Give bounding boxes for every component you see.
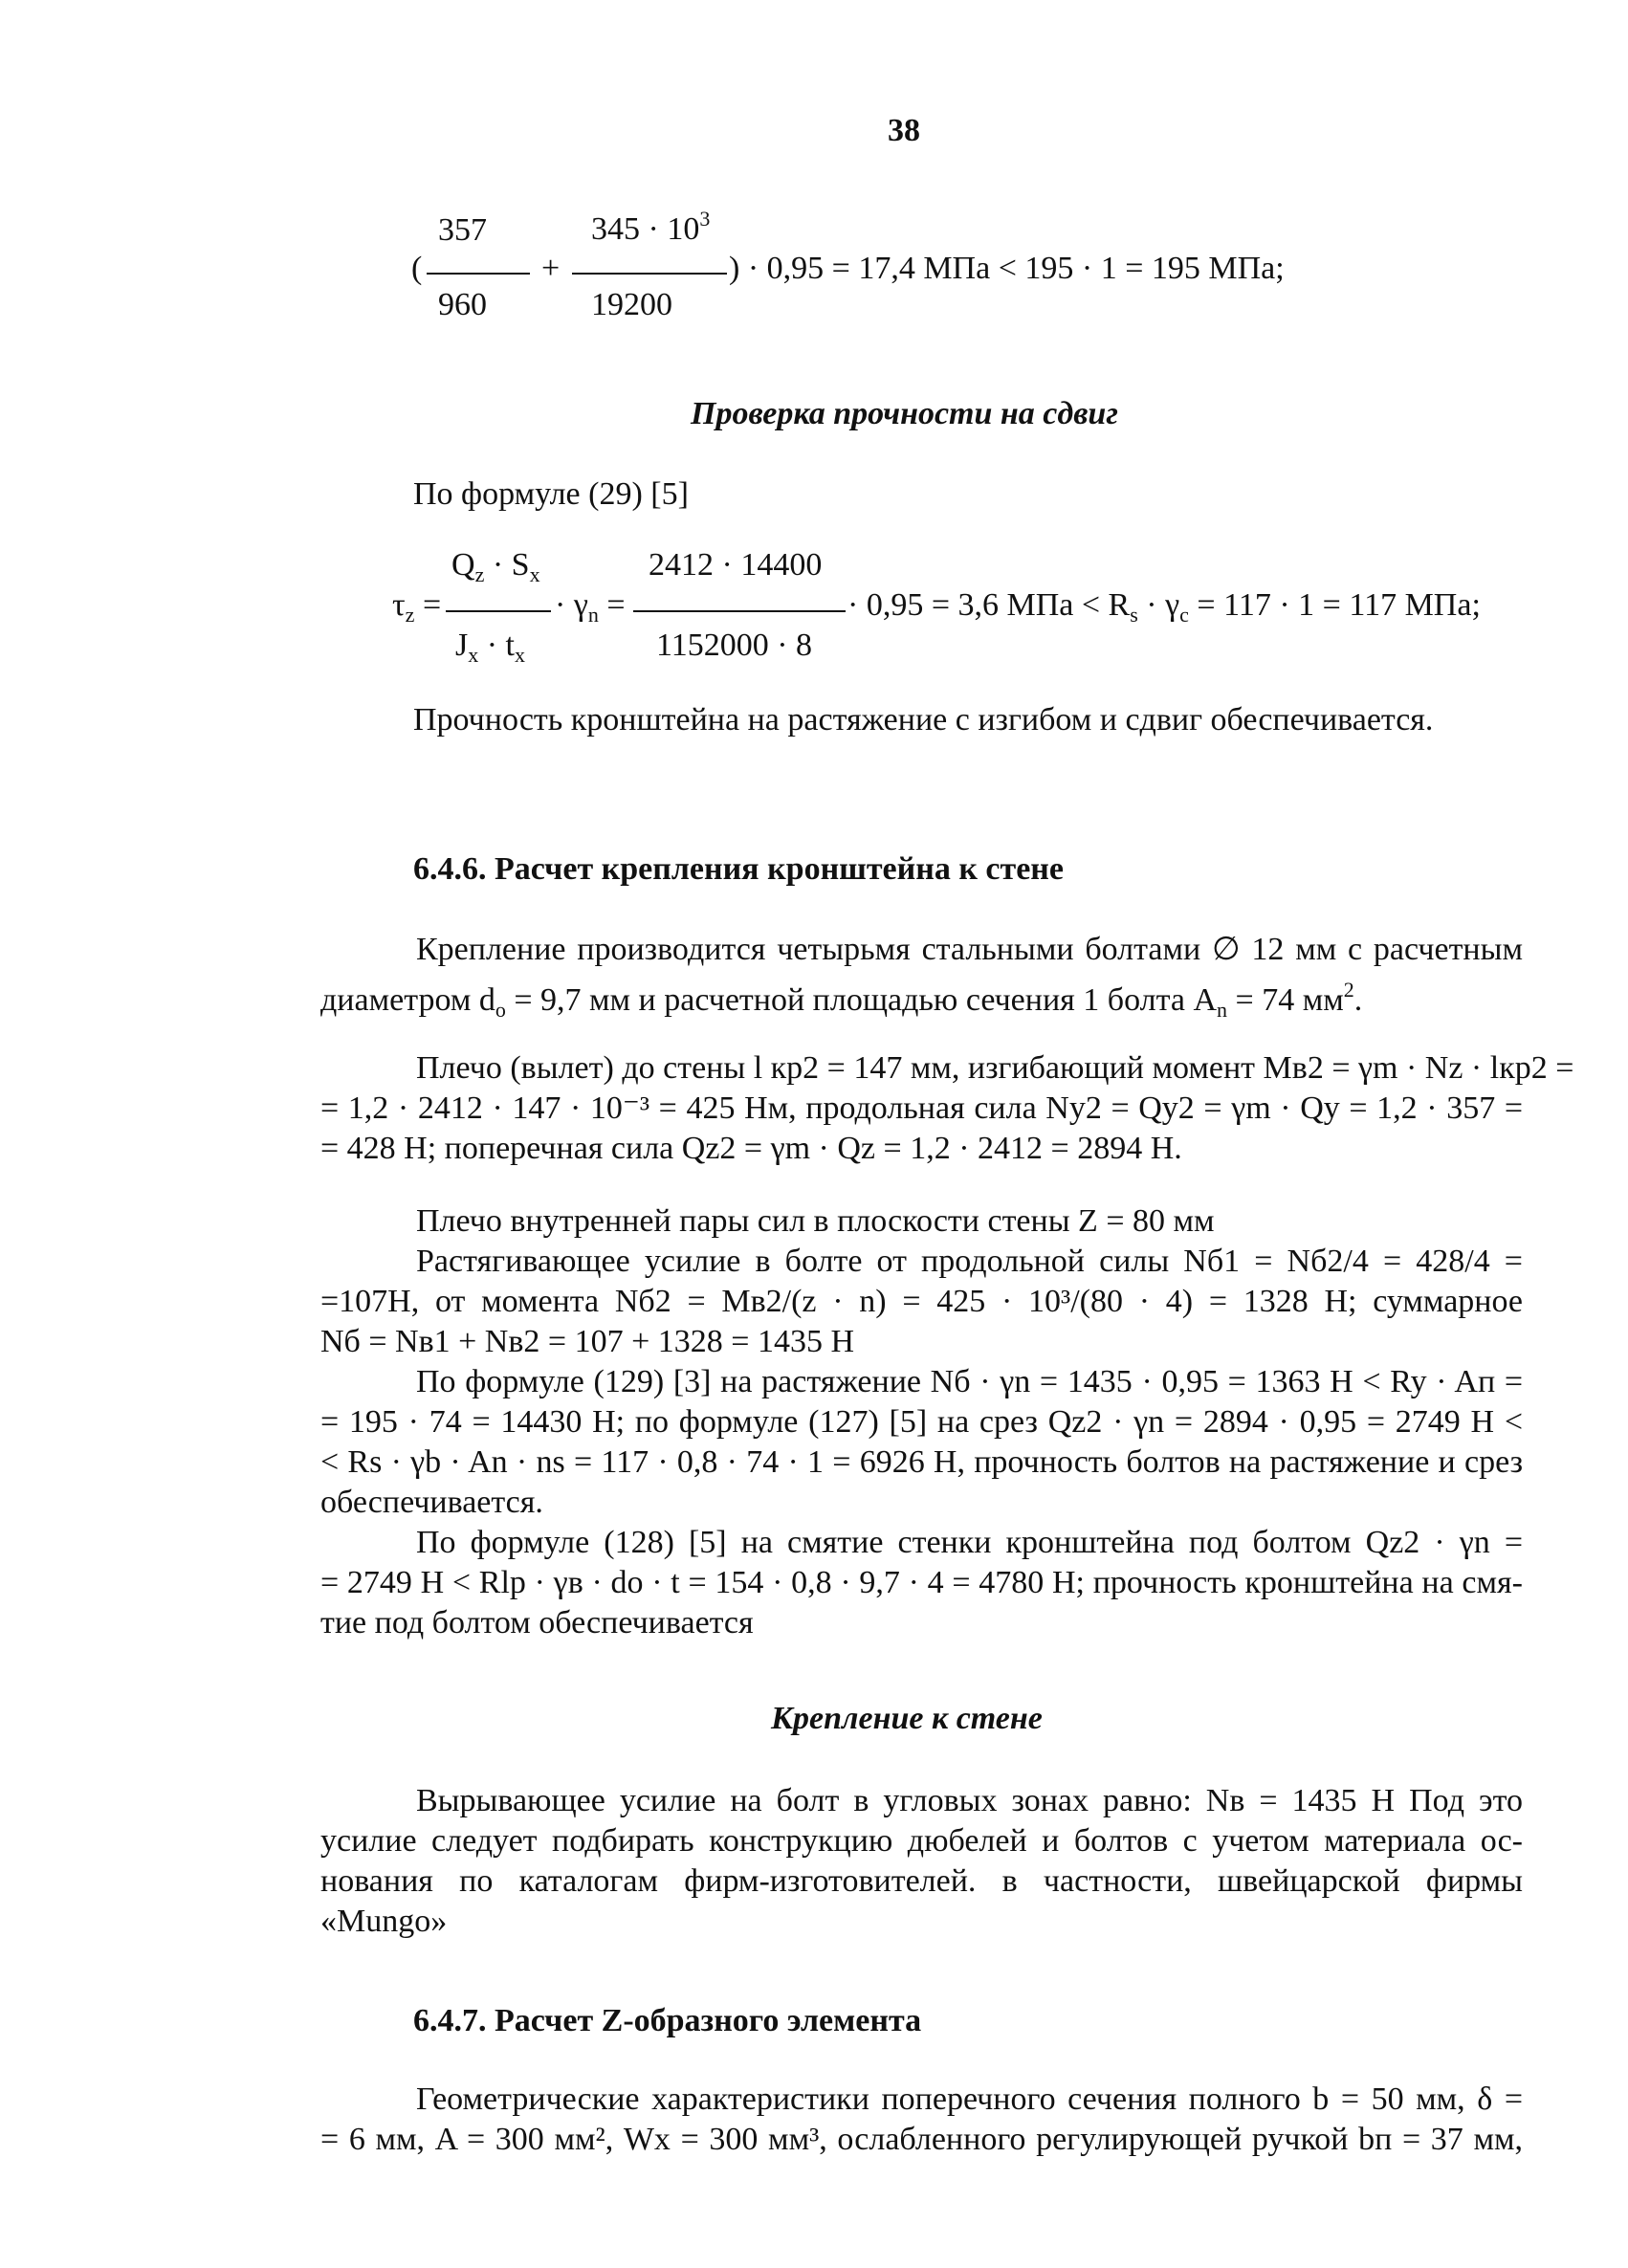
fraction4-denominator: 1152000 · 8 [656, 628, 813, 663]
formula1-plus: + [541, 251, 561, 286]
paragraph-line: Nб = Nв1 + Nв2 = 107 + 1328 = 1435 Н [320, 1324, 854, 1359]
paragraph-line: < Rs · γb · An · ns = 117 · 0,8 · 74 · 1 = 6926 Н, прочность болтов на растяжение и срез [320, 1444, 1523, 1480]
fraction3-numerator: $Q_z \cdot S_x$ [451, 547, 540, 586]
heading-wall-attachment: Крепление к стене [771, 1701, 1043, 1736]
formula-reference: По формуле (29) [5] [413, 476, 689, 512]
formula2-result: · 0,95 = 3,6 МПа < $R_s \cdot \gamma_c = 117 \cdot 1 = 117$ МПа; [847, 587, 1481, 627]
fraction2-denominator: 19200 [591, 287, 672, 322]
paragraph-line: По формуле (128) [5] на смятие стенки кронштейна под болтом Qz2 · γn = [416, 1525, 1523, 1560]
page-number: 38 [888, 113, 920, 148]
paragraph-bolt-forces [320, 1201, 1523, 1643]
formula1-result: ) · 0,95 = 17,4 МПа < 195 · 1 = 195 МПа; [729, 251, 1285, 286]
paragraph-line: тие под болтом обеспечивается [320, 1605, 754, 1640]
conclusion-strength: Прочность кронштейна на растяжение с изгибом и сдвиг обеспечивается. [413, 702, 1434, 738]
formula1-open-paren: ( [411, 251, 423, 286]
paragraph-line: = 428 Н; поперечная сила Qz2 = γm · Qz = 1,2 · 2412 = 2894 Н. [320, 1131, 1182, 1166]
paragraph-line: обеспечивается. [320, 1485, 543, 1520]
fraction1-bar [427, 273, 530, 275]
fraction3-denominator: $J_x \cdot t_x$ [455, 628, 526, 667]
paragraph-moment [320, 1048, 1574, 1169]
paragraph-line: = 195 · 74 = 14430 Н; по формуле (127) [5] на срез Qz2 · γn = 2894 · 0,95 = 2749 Н < [320, 1404, 1523, 1440]
paragraph-line: нования по каталогам фирм-изготовителей. в частности, швейцарской фирмы [320, 1863, 1523, 1899]
tau-symbol: $\tau_z$ = [392, 587, 442, 627]
paragraph-line: = 6 мм, A = 300 мм², Wx = 300 мм³, ослабленного регулирующей ручкой bп = 37 мм, [320, 2122, 1523, 2157]
paragraph-line: Крепление производится четырьмя стальными болтами ∅ 12 мм с расчетным [416, 932, 1523, 967]
paragraph-geometry [320, 2080, 1523, 2160]
paragraph-line: Растягивающее усилие в болте от продольной силы Nб1 = Nб2/4 = 428/4 = [416, 1244, 1523, 1279]
paragraph-line: диаметром $d_o = 9,7$ мм и расчетной площадью сечения 1 болта $A_n = 74$ $мм^2$. [320, 978, 1363, 1022]
section-6-4-6-title: 6.4.6. Расчет крепления кронштейна к стене [413, 851, 1064, 887]
fraction4-numerator: 2412 · 14400 [649, 547, 823, 583]
fraction3-bar [446, 610, 551, 612]
paragraph-line: =107Н, от момента Nб2 = Mв2/(z · n) = 425 · 10³/(80 · 4) = 1328 Н; суммарное [320, 1284, 1523, 1319]
paragraph-line: Вырывающее усилие на болт в угловых зонах равно: Nв = 1435 Н Под это [416, 1783, 1523, 1818]
paragraph-line: «Mungo» [320, 1904, 448, 1939]
fraction1-numerator: 357 [438, 212, 487, 248]
paragraph-line: Плечо (вылет) до стены l кр2 = 147 мм, изгибающий момент Mв2 = γm · Nz · lкр2 = [416, 1050, 1574, 1086]
fraction1-denominator: 960 [438, 287, 487, 322]
paragraph-pullout [320, 1781, 1523, 1942]
fraction4-bar [633, 610, 846, 612]
paragraph-line: Геометрические характеристики поперечного сечения полного b = 50 мм, δ = [416, 2081, 1523, 2117]
section-6-4-7-title: 6.4.7. Расчет Z-образного элемента [413, 2003, 922, 2038]
paragraph-line: усилие следует подбирать конструкцию дюбелей и болтов с учетом материала ос- [320, 1823, 1523, 1859]
heading-shear-check: Проверка прочности на сдвиг [691, 396, 1118, 431]
paragraph-line: = 1,2 · 2412 · 147 · 10⁻³ = 425 Нм, продольная сила Ny2 = Qy2 = γm · Qy = 1,2 · 357 = [320, 1090, 1523, 1126]
paragraph-line: = 2749 Н < Rlp · γв · do · t = 154 · 0,8 · 9,7 · 4 = 4780 Н; прочность кронштейна на смя- [320, 1565, 1523, 1600]
fraction2-numerator: $345 \cdot 10^3$ [591, 207, 711, 247]
paragraph-line: Плечо внутренней пары сил в плоскости стены Z = 80 мм [416, 1203, 1215, 1239]
paragraph-line: По формуле (129) [3] на растяжение Nб · γn = 1435 · 0,95 = 1363 Н < Ry · Aп = [416, 1364, 1523, 1399]
paragraph-bolts [320, 930, 1523, 1030]
fraction2-bar [572, 273, 727, 275]
gamma-factor: · $\gamma_n$ = [555, 587, 626, 627]
